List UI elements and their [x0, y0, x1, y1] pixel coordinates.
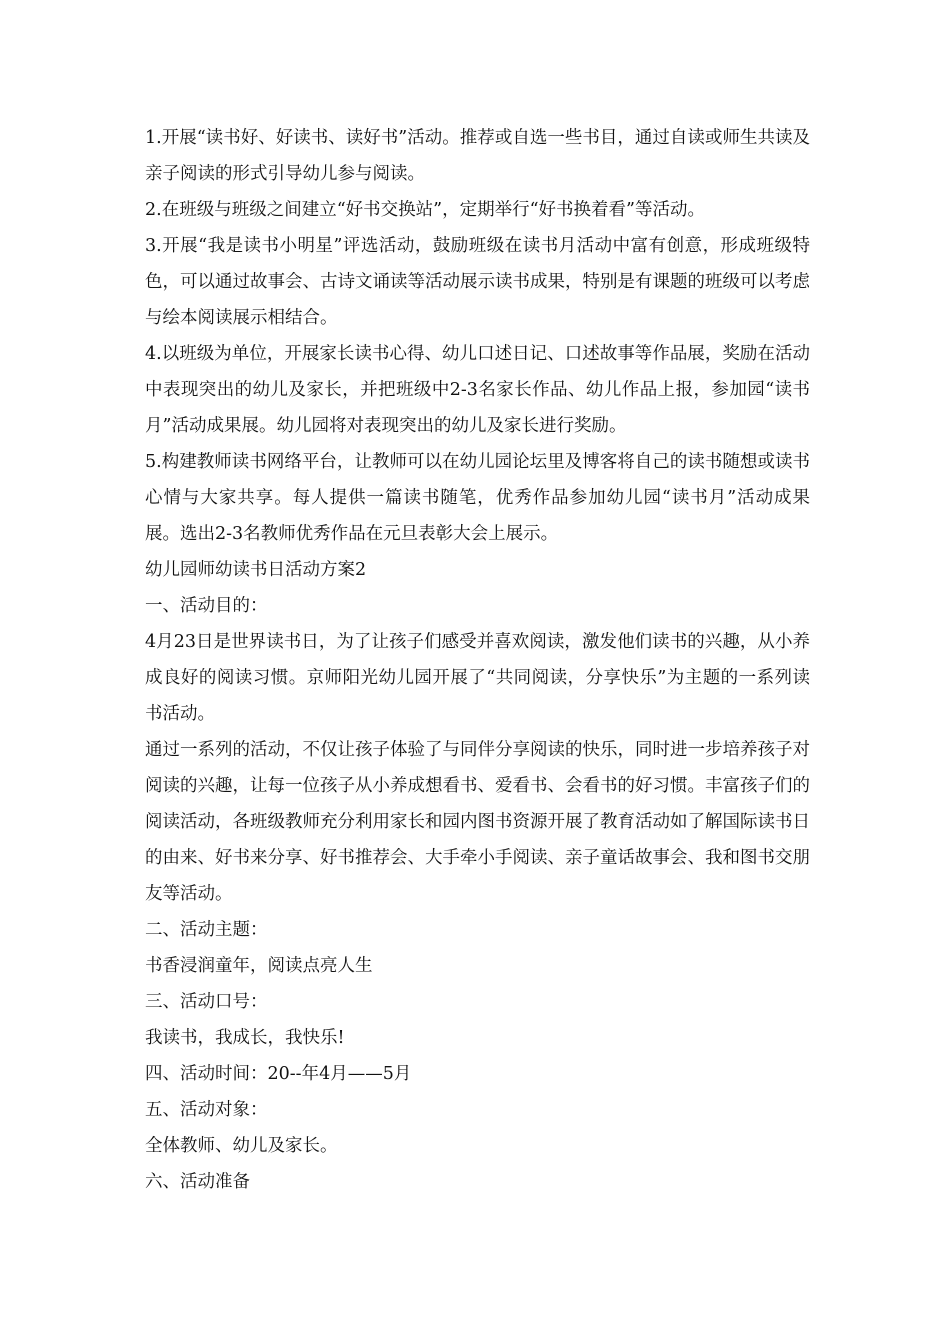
paragraph-audience: 全体教师、幼儿及家长。: [145, 1136, 338, 1156]
section-title-plan-2: 幼儿园师幼读书日活动方案2: [145, 560, 367, 580]
heading-time: 四、活动时间：20--年4月——5月: [145, 1064, 412, 1084]
paragraph-purpose-2: 通过一系列的活动，不仅让孩子体验了与同伴分享阅读的快乐，同时进一步培养孩子对阅读的兴趣，让每一位孩子从小养成想看书、爱看书、会看书的好习惯。丰富孩子们的阅读活动，各班级教师充分利用家长和园内图书资源开展了教育活动如了解国际读书日的由来、好书来分享、好书推荐会、大手牵小手阅读、亲子童话故事会、我和图书交朋友等活动。: [145, 740, 810, 904]
paragraph-slogan: 我读书，我成长，我快乐!: [145, 1028, 345, 1048]
paragraph-activity-5: 5.构建教师读书网络平台，让教师可以在幼儿园论坛里及博客将自己的读书随想或读书心情与大家共享。每人提供一篇读书随笔，优秀作品参加幼儿园“读书月”活动成果展。选出2-3名教师优秀作品在元旦表彰大会上展示。: [145, 452, 810, 544]
paragraph-activity-4: 4.以班级为单位，开展家长读书心得、幼儿口述日记、口述故事等作品展，奖励在活动中表现突出的幼儿及家长，并把班级中2-3名家长作品、幼儿作品上报，参加园“读书月”活动成果展。幼儿园将对表现突出的幼儿及家长进行奖励。: [145, 344, 810, 436]
heading-purpose: 一、活动目的：: [145, 596, 268, 616]
paragraph-activity-1: 1.开展“读书好、好读书、读好书”活动。推荐或自选一些书目，通过自读或师生共读及亲子阅读的形式引导幼儿参与阅读。: [145, 128, 810, 184]
paragraph-activity-2: 2.在班级与班级之间建立“好书交换站”，定期举行“好书换着看”等活动。: [145, 200, 705, 220]
document-body: [145, 120, 810, 1200]
heading-audience: 五、活动对象：: [145, 1100, 268, 1120]
heading-preparation: 六、活动准备: [145, 1172, 250, 1192]
heading-theme: 二、活动主题：: [145, 920, 268, 940]
heading-slogan: 三、活动口号：: [145, 992, 268, 1012]
paragraph-activity-3: 3.开展“我是读书小明星”评选活动，鼓励班级在读书月活动中富有创意，形成班级特色，可以通过故事会、古诗文诵读等活动展示读书成果，特别是有课题的班级可以考虑与绘本阅读展示相结合。: [145, 236, 810, 328]
paragraph-purpose-1: 4月23日是世界读书日，为了让孩子们感受并喜欢阅读，激发他们读书的兴趣，从小养成良好的阅读习惯。京师阳光幼儿园开展了“共同阅读，分享快乐”为主题的一系列读书活动。: [145, 632, 810, 724]
paragraph-theme: 书香浸润童年，阅读点亮人生: [145, 956, 373, 976]
